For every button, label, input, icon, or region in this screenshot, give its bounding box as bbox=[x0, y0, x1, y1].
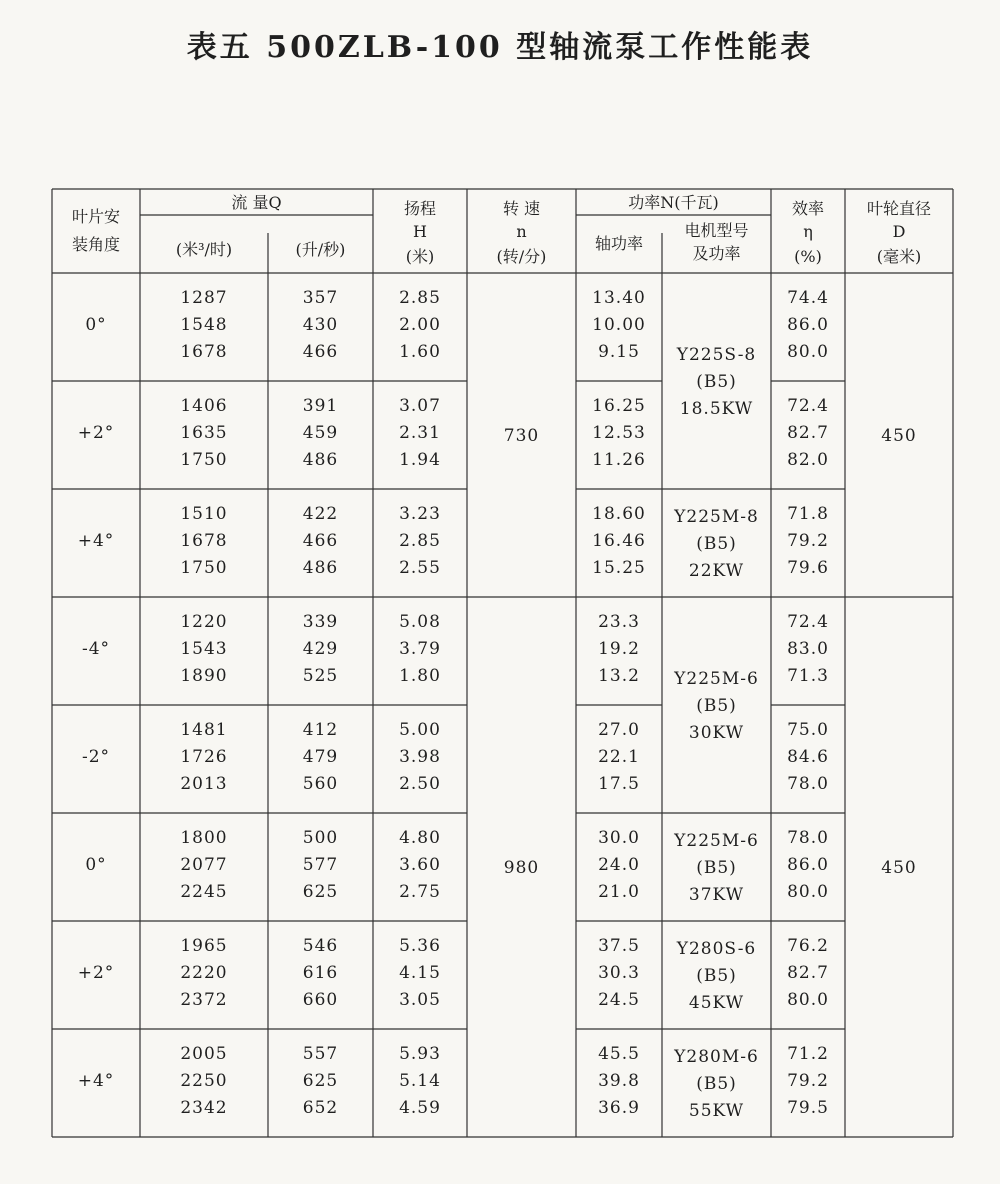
efficiency-cell: 74.4 bbox=[787, 288, 829, 308]
header-efficiency: 效率 bbox=[791, 199, 825, 218]
flow-m3h-cell: 1726 bbox=[180, 747, 228, 767]
flow-ls-cell: 625 bbox=[302, 882, 339, 902]
efficiency-cell: 79.2 bbox=[787, 1071, 829, 1091]
efficiency-cell: 79.5 bbox=[787, 1098, 829, 1118]
flow-m3h-cell: 2013 bbox=[180, 774, 228, 794]
efficiency-cell: 82.0 bbox=[787, 450, 829, 470]
shaft-power-cell: 21.0 bbox=[598, 882, 640, 902]
efficiency-cell: 80.0 bbox=[787, 990, 829, 1010]
header-speed: n bbox=[516, 222, 527, 241]
header-angle: 叶片安 bbox=[71, 207, 121, 226]
motor-cell: (B5) bbox=[696, 372, 737, 392]
flow-ls-cell: 560 bbox=[302, 774, 339, 794]
shaft-power-cell: 18.60 bbox=[592, 504, 646, 524]
efficiency-cell: 83.0 bbox=[787, 639, 829, 659]
flow-ls-cell: 557 bbox=[302, 1044, 339, 1064]
efficiency-cell: 80.0 bbox=[787, 882, 829, 902]
motor-cell: 55KW bbox=[688, 1101, 745, 1121]
motor-cell: (B5) bbox=[696, 534, 737, 554]
header-flow-m3: (米³/时) bbox=[175, 240, 233, 259]
motor-cell: (B5) bbox=[696, 858, 737, 878]
motor-cell: 37KW bbox=[688, 885, 745, 905]
blade-angle: +4° bbox=[77, 1071, 115, 1091]
flow-ls-cell: 459 bbox=[302, 423, 339, 443]
flow-m3h-cell: 1678 bbox=[180, 342, 228, 362]
flow-m3h-cell: 1750 bbox=[180, 450, 228, 470]
flow-ls-cell: 412 bbox=[302, 720, 339, 740]
flow-ls-cell: 525 bbox=[302, 666, 339, 686]
flow-m3h-cell: 2372 bbox=[180, 990, 228, 1010]
header-flow: 流 量Q bbox=[231, 193, 282, 212]
flow-ls-cell: 466 bbox=[302, 342, 339, 362]
header-speed: 转 速 bbox=[502, 199, 541, 218]
flow-m3h-cell: 1965 bbox=[180, 936, 228, 956]
motor-cell: 22KW bbox=[688, 561, 745, 581]
flow-m3h-cell: 1287 bbox=[180, 288, 228, 308]
shaft-power-cell: 16.25 bbox=[592, 396, 646, 416]
flow-ls-cell: 422 bbox=[302, 504, 339, 524]
page-title: 表五 500ZLB-100 型轴流泵工作性能表 bbox=[186, 30, 814, 65]
header-head: (米) bbox=[405, 247, 435, 266]
blade-angle: -4° bbox=[81, 639, 111, 659]
shaft-power-cell: 23.3 bbox=[598, 612, 640, 632]
motor-cell: Y225M-6 bbox=[674, 831, 759, 851]
blade-angle: 0° bbox=[85, 855, 107, 875]
flow-ls-cell: 486 bbox=[302, 450, 339, 470]
efficiency-cell: 71.2 bbox=[787, 1044, 829, 1064]
motor-cell: (B5) bbox=[696, 966, 737, 986]
shaft-power-cell: 24.5 bbox=[598, 990, 640, 1010]
motor-cell: Y225M-8 bbox=[674, 507, 759, 527]
flow-ls-cell: 429 bbox=[302, 639, 339, 659]
shaft-power-cell: 30.3 bbox=[598, 963, 640, 983]
head-cell: 5.00 bbox=[399, 720, 441, 740]
motor-cell: Y280M-6 bbox=[674, 1047, 759, 1067]
head-cell: 2.00 bbox=[399, 315, 441, 335]
efficiency-cell: 86.0 bbox=[787, 315, 829, 335]
head-cell: 3.05 bbox=[399, 990, 441, 1010]
head-cell: 1.60 bbox=[399, 342, 441, 362]
header-head: H bbox=[413, 222, 427, 241]
motor-cell: 45KW bbox=[688, 993, 745, 1013]
efficiency-cell: 84.6 bbox=[787, 747, 829, 767]
shaft-power-cell: 17.5 bbox=[598, 774, 640, 794]
motor-cell: Y280S-6 bbox=[676, 939, 757, 959]
efficiency-cell: 75.0 bbox=[787, 720, 829, 740]
head-cell: 5.93 bbox=[399, 1044, 441, 1064]
head-cell: 3.79 bbox=[399, 639, 441, 659]
head-cell: 5.08 bbox=[399, 612, 441, 632]
head-cell: 1.80 bbox=[399, 666, 441, 686]
efficiency-cell: 72.4 bbox=[787, 396, 829, 416]
head-cell: 2.31 bbox=[399, 423, 441, 443]
flow-m3h-cell: 1481 bbox=[180, 720, 228, 740]
shaft-power-cell: 24.0 bbox=[598, 855, 640, 875]
head-cell: 2.75 bbox=[399, 882, 441, 902]
head-cell: 4.15 bbox=[399, 963, 441, 983]
shaft-power-cell: 36.9 bbox=[598, 1098, 640, 1118]
shaft-power-cell: 9.15 bbox=[598, 342, 640, 362]
flow-m3h-cell: 1406 bbox=[180, 396, 228, 416]
motor-cell: (B5) bbox=[696, 1074, 737, 1094]
diameter-cell: 450 bbox=[881, 858, 917, 878]
head-cell: 5.14 bbox=[399, 1071, 441, 1091]
head-cell: 2.85 bbox=[399, 288, 441, 308]
header-diameter: D bbox=[892, 222, 906, 241]
head-cell: 1.94 bbox=[399, 450, 441, 470]
header-motor: 及功率 bbox=[692, 244, 741, 263]
flow-m3h-cell: 1750 bbox=[180, 558, 228, 578]
efficiency-cell: 76.2 bbox=[787, 936, 829, 956]
shaft-power-cell: 13.2 bbox=[598, 666, 640, 686]
header-flow-ls: (升/秒) bbox=[295, 240, 346, 259]
header-diameter: 叶轮直径 bbox=[866, 199, 932, 218]
shaft-power-cell: 15.25 bbox=[592, 558, 646, 578]
header-head: 扬程 bbox=[403, 199, 437, 218]
flow-m3h-cell: 1800 bbox=[180, 828, 228, 848]
shaft-power-cell: 37.5 bbox=[598, 936, 640, 956]
blade-angle: -2° bbox=[81, 747, 111, 767]
efficiency-cell: 79.6 bbox=[787, 558, 829, 578]
head-cell: 2.55 bbox=[399, 558, 441, 578]
head-cell: 3.23 bbox=[399, 504, 441, 524]
flow-ls-cell: 357 bbox=[302, 288, 339, 308]
header-efficiency: (%) bbox=[794, 247, 822, 266]
head-cell: 2.85 bbox=[399, 531, 441, 551]
flow-ls-cell: 652 bbox=[302, 1098, 339, 1118]
header-diameter: (毫米) bbox=[876, 247, 922, 266]
efficiency-cell: 79.2 bbox=[787, 531, 829, 551]
speed-cell: 730 bbox=[503, 426, 540, 446]
header-efficiency: η bbox=[803, 222, 813, 241]
shaft-power-cell: 45.5 bbox=[598, 1044, 640, 1064]
efficiency-cell: 71.3 bbox=[787, 666, 829, 686]
flow-m3h-cell: 2220 bbox=[180, 963, 228, 983]
head-cell: 3.60 bbox=[399, 855, 441, 875]
header-shaft-power: 轴功率 bbox=[594, 234, 644, 253]
flow-ls-cell: 486 bbox=[302, 558, 339, 578]
flow-ls-cell: 625 bbox=[302, 1071, 339, 1091]
flow-ls-cell: 466 bbox=[302, 531, 339, 551]
flow-ls-cell: 616 bbox=[302, 963, 339, 983]
motor-cell: 18.5KW bbox=[679, 399, 754, 419]
flow-m3h-cell: 2342 bbox=[180, 1098, 228, 1118]
shaft-power-cell: 13.40 bbox=[592, 288, 646, 308]
flow-ls-cell: 500 bbox=[302, 828, 339, 848]
motor-cell: Y225M-6 bbox=[674, 669, 759, 689]
flow-m3h-cell: 1678 bbox=[180, 531, 228, 551]
head-cell: 4.80 bbox=[399, 828, 441, 848]
efficiency-cell: 78.0 bbox=[787, 774, 829, 794]
flow-ls-cell: 479 bbox=[302, 747, 339, 767]
efficiency-cell: 82.7 bbox=[787, 423, 829, 443]
flow-m3h-cell: 1890 bbox=[180, 666, 228, 686]
blade-angle: 0° bbox=[85, 315, 107, 335]
flow-m3h-cell: 1543 bbox=[180, 639, 228, 659]
flow-ls-cell: 546 bbox=[302, 936, 339, 956]
head-cell: 3.07 bbox=[399, 396, 441, 416]
shaft-power-cell: 27.0 bbox=[598, 720, 640, 740]
flow-ls-cell: 660 bbox=[302, 990, 339, 1010]
flow-m3h-cell: 1220 bbox=[180, 612, 228, 632]
shaft-power-cell: 39.8 bbox=[598, 1071, 640, 1091]
efficiency-cell: 86.0 bbox=[787, 855, 829, 875]
head-cell: 3.98 bbox=[399, 747, 441, 767]
flow-ls-cell: 577 bbox=[302, 855, 339, 875]
flow-m3h-cell: 2077 bbox=[180, 855, 228, 875]
efficiency-cell: 80.0 bbox=[787, 342, 829, 362]
motor-cell: (B5) bbox=[696, 696, 737, 716]
efficiency-cell: 71.8 bbox=[787, 504, 829, 524]
motor-cell: 30KW bbox=[688, 723, 745, 743]
flow-ls-cell: 391 bbox=[302, 396, 339, 416]
header-speed: (转/分) bbox=[496, 247, 547, 266]
flow-ls-cell: 339 bbox=[302, 612, 339, 632]
shaft-power-cell: 19.2 bbox=[598, 639, 640, 659]
blade-angle: +2° bbox=[77, 963, 115, 983]
header-motor: 电机型号 bbox=[684, 221, 749, 240]
shaft-power-cell: 30.0 bbox=[598, 828, 640, 848]
shaft-power-cell: 10.00 bbox=[592, 315, 646, 335]
blade-angle: +4° bbox=[77, 531, 115, 551]
head-cell: 2.50 bbox=[399, 774, 441, 794]
shaft-power-cell: 22.1 bbox=[598, 747, 640, 767]
flow-m3h-cell: 1510 bbox=[180, 504, 228, 524]
efficiency-cell: 78.0 bbox=[787, 828, 829, 848]
head-cell: 4.59 bbox=[399, 1098, 441, 1118]
flow-m3h-cell: 2005 bbox=[180, 1044, 228, 1064]
speed-cell: 980 bbox=[503, 858, 540, 878]
efficiency-cell: 82.7 bbox=[787, 963, 829, 983]
header-angle: 装角度 bbox=[71, 235, 121, 254]
flow-ls-cell: 430 bbox=[302, 315, 339, 335]
efficiency-cell: 72.4 bbox=[787, 612, 829, 632]
motor-cell: Y225S-8 bbox=[676, 345, 757, 365]
flow-m3h-cell: 1548 bbox=[180, 315, 228, 335]
diameter-cell: 450 bbox=[881, 426, 917, 446]
blade-angle: +2° bbox=[77, 423, 115, 443]
shaft-power-cell: 16.46 bbox=[592, 531, 646, 551]
flow-m3h-cell: 1635 bbox=[180, 423, 228, 443]
flow-m3h-cell: 2250 bbox=[180, 1071, 228, 1091]
header-power: 功率N(千瓦) bbox=[628, 193, 719, 212]
head-cell: 5.36 bbox=[399, 936, 441, 956]
shaft-power-cell: 11.26 bbox=[592, 450, 646, 470]
shaft-power-cell: 12.53 bbox=[592, 423, 646, 443]
flow-m3h-cell: 2245 bbox=[180, 882, 228, 902]
